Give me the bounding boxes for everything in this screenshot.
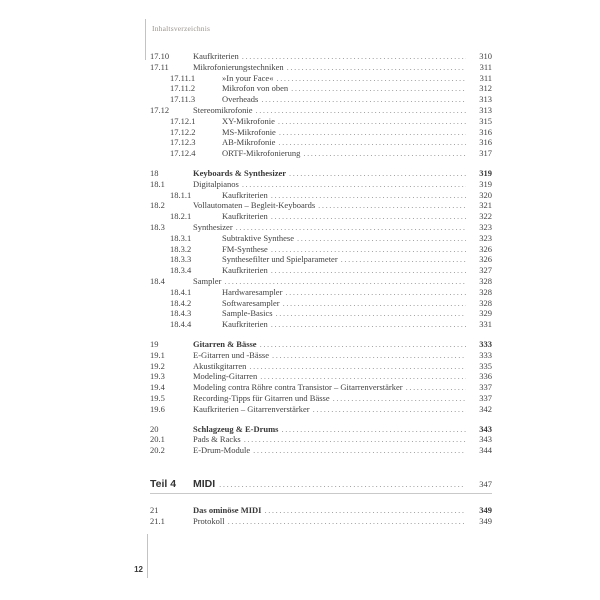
entry-number: 18: [150, 167, 159, 178]
entry-page-number: 337: [479, 382, 492, 393]
dot-leader: [271, 265, 466, 276]
entry-title: Mikrofonierungstechniken: [193, 61, 284, 72]
header-rule: [145, 19, 146, 60]
entry-title: Gitarren & Bässe: [193, 338, 257, 349]
entry-title: Kaufkriterien: [222, 189, 268, 200]
entry-page-number: 317: [479, 148, 492, 159]
toc-row: [150, 200, 492, 211]
entry-number: 19.4: [150, 382, 165, 393]
entry-title: Digitalpianos: [193, 178, 239, 189]
entry-page-number: 313: [479, 104, 492, 115]
toc-row: [150, 83, 492, 94]
entry-title: ORTF-Mikrofonierung: [222, 148, 301, 159]
entry-number: 17.11.1: [170, 72, 196, 83]
toc-row: [150, 190, 492, 201]
entry-page-number: 321: [479, 200, 492, 211]
dot-leader: [276, 308, 466, 319]
entry-title: Sampler: [193, 275, 222, 286]
entry-number: 19.2: [150, 360, 165, 371]
entry-title: AB-Mikrofonie: [222, 137, 276, 148]
entry-page-number: 323: [479, 232, 492, 243]
entry-page-number: 315: [479, 115, 492, 126]
dot-leader: [318, 200, 466, 211]
entry-page-number: 344: [479, 445, 492, 456]
toc-row: [150, 116, 492, 127]
entry-number: 18.3.4: [170, 265, 192, 276]
part-heading-row: [150, 478, 492, 490]
dot-leader: [279, 127, 466, 138]
dot-leader: [271, 319, 466, 330]
entry-number: 18.1.1: [170, 189, 192, 200]
dot-leader: [260, 371, 466, 382]
toc-row: [150, 137, 492, 148]
toc-row: [150, 276, 492, 287]
entry-number: 18.2: [150, 200, 165, 211]
dot-leader: [260, 339, 466, 350]
entry-number: 18.3.3: [170, 254, 192, 265]
entry-number: 18.3.1: [170, 232, 192, 243]
toc-row: [150, 424, 492, 435]
dot-leader: [244, 434, 466, 445]
entry-page-number: 316: [479, 137, 492, 148]
entry-page-number: 311: [479, 61, 492, 72]
dot-leader: [264, 505, 466, 516]
entry-page-number: 312: [479, 83, 492, 94]
entry-number: 18.3.2: [170, 243, 192, 254]
entry-page-number: 327: [479, 265, 492, 276]
entry-title: Kaufkriterien: [193, 51, 239, 61]
entry-page-number: 342: [479, 403, 492, 414]
dot-leader: [255, 105, 466, 116]
toc-row: [150, 148, 492, 159]
toc-row: [150, 222, 492, 233]
entry-page-number: 328: [479, 275, 492, 286]
dot-leader: [283, 298, 466, 309]
toc-group: [150, 505, 492, 527]
toc-row: [150, 298, 492, 309]
part-divider-rule: [150, 493, 492, 494]
toc-row: [150, 319, 492, 330]
toc-row: [150, 445, 492, 456]
toc-groups-after-part: [150, 505, 492, 527]
entry-number: 18.1: [150, 178, 165, 189]
toc-row: [150, 371, 492, 382]
entry-number: 18.3: [150, 221, 165, 232]
entry-number: 19.1: [150, 349, 165, 360]
entry-page-number: 319: [479, 178, 492, 189]
dot-leader: [271, 190, 466, 201]
toc-row: [150, 244, 492, 255]
entry-page-number: 333: [479, 349, 492, 360]
entry-number: 19: [150, 338, 159, 349]
entry-number: 18.2.1: [170, 211, 192, 222]
entry-number: 18.4.3: [170, 308, 192, 319]
dot-leader: [276, 73, 466, 84]
dot-leader: [291, 83, 466, 94]
entry-number: 19.5: [150, 392, 165, 403]
entry-number: 21: [150, 504, 159, 515]
entry-page-number: 343: [479, 434, 492, 445]
entry-title: Recording-Tipps für Gitarren und Bässe: [193, 392, 330, 403]
entry-number: 17.12.3: [170, 137, 196, 148]
entry-title: Kaufkriterien – Gitarrenverstärker: [193, 403, 310, 414]
toc-row: [150, 127, 492, 138]
entry-title: XY-Mikrofonie: [222, 115, 275, 126]
dot-leader: [287, 62, 466, 73]
toc-row: [150, 339, 492, 350]
entry-page-number: 343: [479, 423, 492, 434]
entry-title: Overheads: [222, 94, 259, 105]
toc-row: [150, 287, 492, 298]
entry-number: 20.2: [150, 445, 165, 456]
toc-content: [150, 51, 492, 535]
toc-group: [150, 424, 492, 456]
dot-leader: [224, 276, 466, 287]
entry-page-number: 337: [479, 392, 492, 403]
entry-page-number: 328: [479, 286, 492, 297]
dot-leader: [313, 404, 466, 415]
footer-rule: [147, 534, 148, 578]
entry-page-number: 349: [479, 504, 492, 515]
part-number: Teil 4: [150, 477, 177, 490]
entry-title: Schlagzeug & E-Drums: [193, 423, 279, 434]
toc-row: [150, 393, 492, 404]
entry-page-number: 323: [479, 221, 492, 232]
entry-page-number: 329: [479, 308, 492, 319]
entry-title: Akustikgitarren: [193, 360, 247, 371]
entry-number: 20: [150, 423, 159, 434]
entry-title: MS-Mikrofonie: [222, 126, 276, 137]
toc-row: [150, 404, 492, 415]
entry-number: 21.1: [150, 515, 165, 526]
dot-leader: [242, 179, 466, 190]
entry-page-number: 326: [479, 243, 492, 254]
entry-title: Keyboards & Synthesizer: [193, 167, 287, 178]
toc-row: [150, 308, 492, 319]
dot-leader: [406, 382, 466, 393]
entry-title: Subtraktive Synthese: [222, 232, 295, 243]
entry-title: Das ominöse MIDI: [193, 504, 262, 515]
part-title: MIDI: [193, 477, 216, 490]
entry-page-number: 319: [479, 167, 492, 178]
dot-leader: [272, 350, 466, 361]
entry-title: Modeling contra Röhre contra Transistor – Gitarrenverstärker: [193, 382, 403, 393]
entry-title: Kaufkriterien: [222, 319, 268, 330]
part-heading-block: [150, 478, 492, 494]
toc-group: [150, 51, 492, 159]
entry-page-number: 310: [479, 51, 492, 61]
entry-title: Stereomikrofonie: [193, 104, 253, 115]
dot-leader: [278, 137, 466, 148]
entry-number: 17.12.4: [170, 148, 196, 159]
dot-leader: [236, 222, 466, 233]
toc-row: [150, 350, 492, 361]
entry-title: Kaufkriterien: [222, 265, 268, 276]
entry-title: Mikrofon von oben: [222, 83, 289, 94]
entry-number: 17.11.2: [170, 83, 196, 94]
entry-page-number: 331: [479, 319, 492, 330]
entry-number: 18.4.1: [170, 286, 192, 297]
toc-row: [150, 51, 492, 62]
entry-title: E-Drum-Module: [193, 445, 251, 456]
entry-page-number: 333: [479, 338, 492, 349]
toc-group: [150, 339, 492, 415]
toc-groups: [150, 51, 492, 456]
entry-number: 18.4: [150, 275, 165, 286]
entry-number: 19.6: [150, 403, 165, 414]
entry-title: Pads & Racks: [193, 434, 241, 445]
entry-page-number: 336: [479, 371, 492, 382]
entry-page-number: 326: [479, 254, 492, 265]
toc-row: [150, 516, 492, 527]
entry-title: Synthesefilter und Spielparameter: [222, 254, 338, 265]
entry-number: 18.4.2: [170, 297, 192, 308]
dot-leader: [278, 116, 466, 127]
entry-page-number: 313: [479, 94, 492, 105]
entry-page-number: 311: [479, 72, 492, 83]
toc-row: [150, 105, 492, 116]
toc-row: [150, 179, 492, 190]
toc-row: [150, 382, 492, 393]
entry-number: 17.11: [150, 61, 169, 72]
entry-number: 17.10: [150, 51, 170, 61]
entry-title: Softwaresampler: [222, 297, 280, 308]
entry-title: Protokoll: [193, 515, 225, 526]
dot-leader: [289, 168, 466, 179]
toc-row: [150, 265, 492, 276]
dot-leader: [261, 94, 466, 105]
toc-row: [150, 168, 492, 179]
entry-number: 20.1: [150, 434, 165, 445]
running-header: Inhaltsverzeichnis: [152, 24, 211, 33]
entry-number: 17.12.2: [170, 126, 196, 137]
dot-leader: [253, 445, 466, 456]
dot-leader: [297, 233, 466, 244]
entry-page-number: 328: [479, 297, 492, 308]
toc-row: [150, 94, 492, 105]
dot-leader: [242, 51, 466, 62]
dot-leader: [271, 211, 466, 222]
toc-row: [150, 505, 492, 516]
entry-number: 17.12.1: [170, 115, 196, 126]
page-number: 12: [134, 565, 143, 574]
entry-page-number: 322: [479, 211, 492, 222]
entry-title: E-Gitarren und -Bässe: [193, 349, 270, 360]
entry-number: 18.4.4: [170, 319, 192, 330]
toc-row: [150, 434, 492, 445]
entry-title: »In your Face«: [222, 72, 274, 83]
toc-row: [150, 361, 492, 372]
dot-leader: [303, 148, 466, 159]
entry-title: Kaufkriterien: [222, 211, 268, 222]
dot-leader: [249, 361, 466, 372]
entry-title: FM-Synthese: [222, 243, 268, 254]
dot-leader: [285, 287, 466, 298]
entry-number: 17.11.3: [170, 94, 196, 105]
entry-number: 17.12: [150, 104, 170, 115]
entry-title: Modeling-Gitarren: [193, 371, 258, 382]
entry-number: 19.3: [150, 371, 165, 382]
toc-row: [150, 254, 492, 265]
entry-page-number: 316: [479, 126, 492, 137]
toc-group: [150, 168, 492, 330]
dot-leader: [271, 244, 466, 255]
entry-page-number: 335: [479, 360, 492, 371]
part-page-number: 347: [479, 478, 492, 489]
dot-leader: [341, 254, 466, 265]
entry-page-number: 320: [479, 189, 492, 200]
entry-title: Hardwaresampler: [222, 286, 283, 297]
toc-row: [150, 62, 492, 73]
entry-title: Synthesizer: [193, 221, 233, 232]
entry-page-number: 349: [479, 515, 492, 526]
dot-leader: [219, 479, 465, 489]
toc-row: [150, 233, 492, 244]
toc-row: [150, 73, 492, 84]
toc-row: [150, 211, 492, 222]
entry-title: Vollautomaten – Begleit-Keyboards: [193, 200, 316, 211]
dot-leader: [228, 516, 466, 527]
entry-title: Sample-Basics: [222, 308, 273, 319]
dot-leader: [281, 424, 466, 435]
dot-leader: [333, 393, 466, 404]
